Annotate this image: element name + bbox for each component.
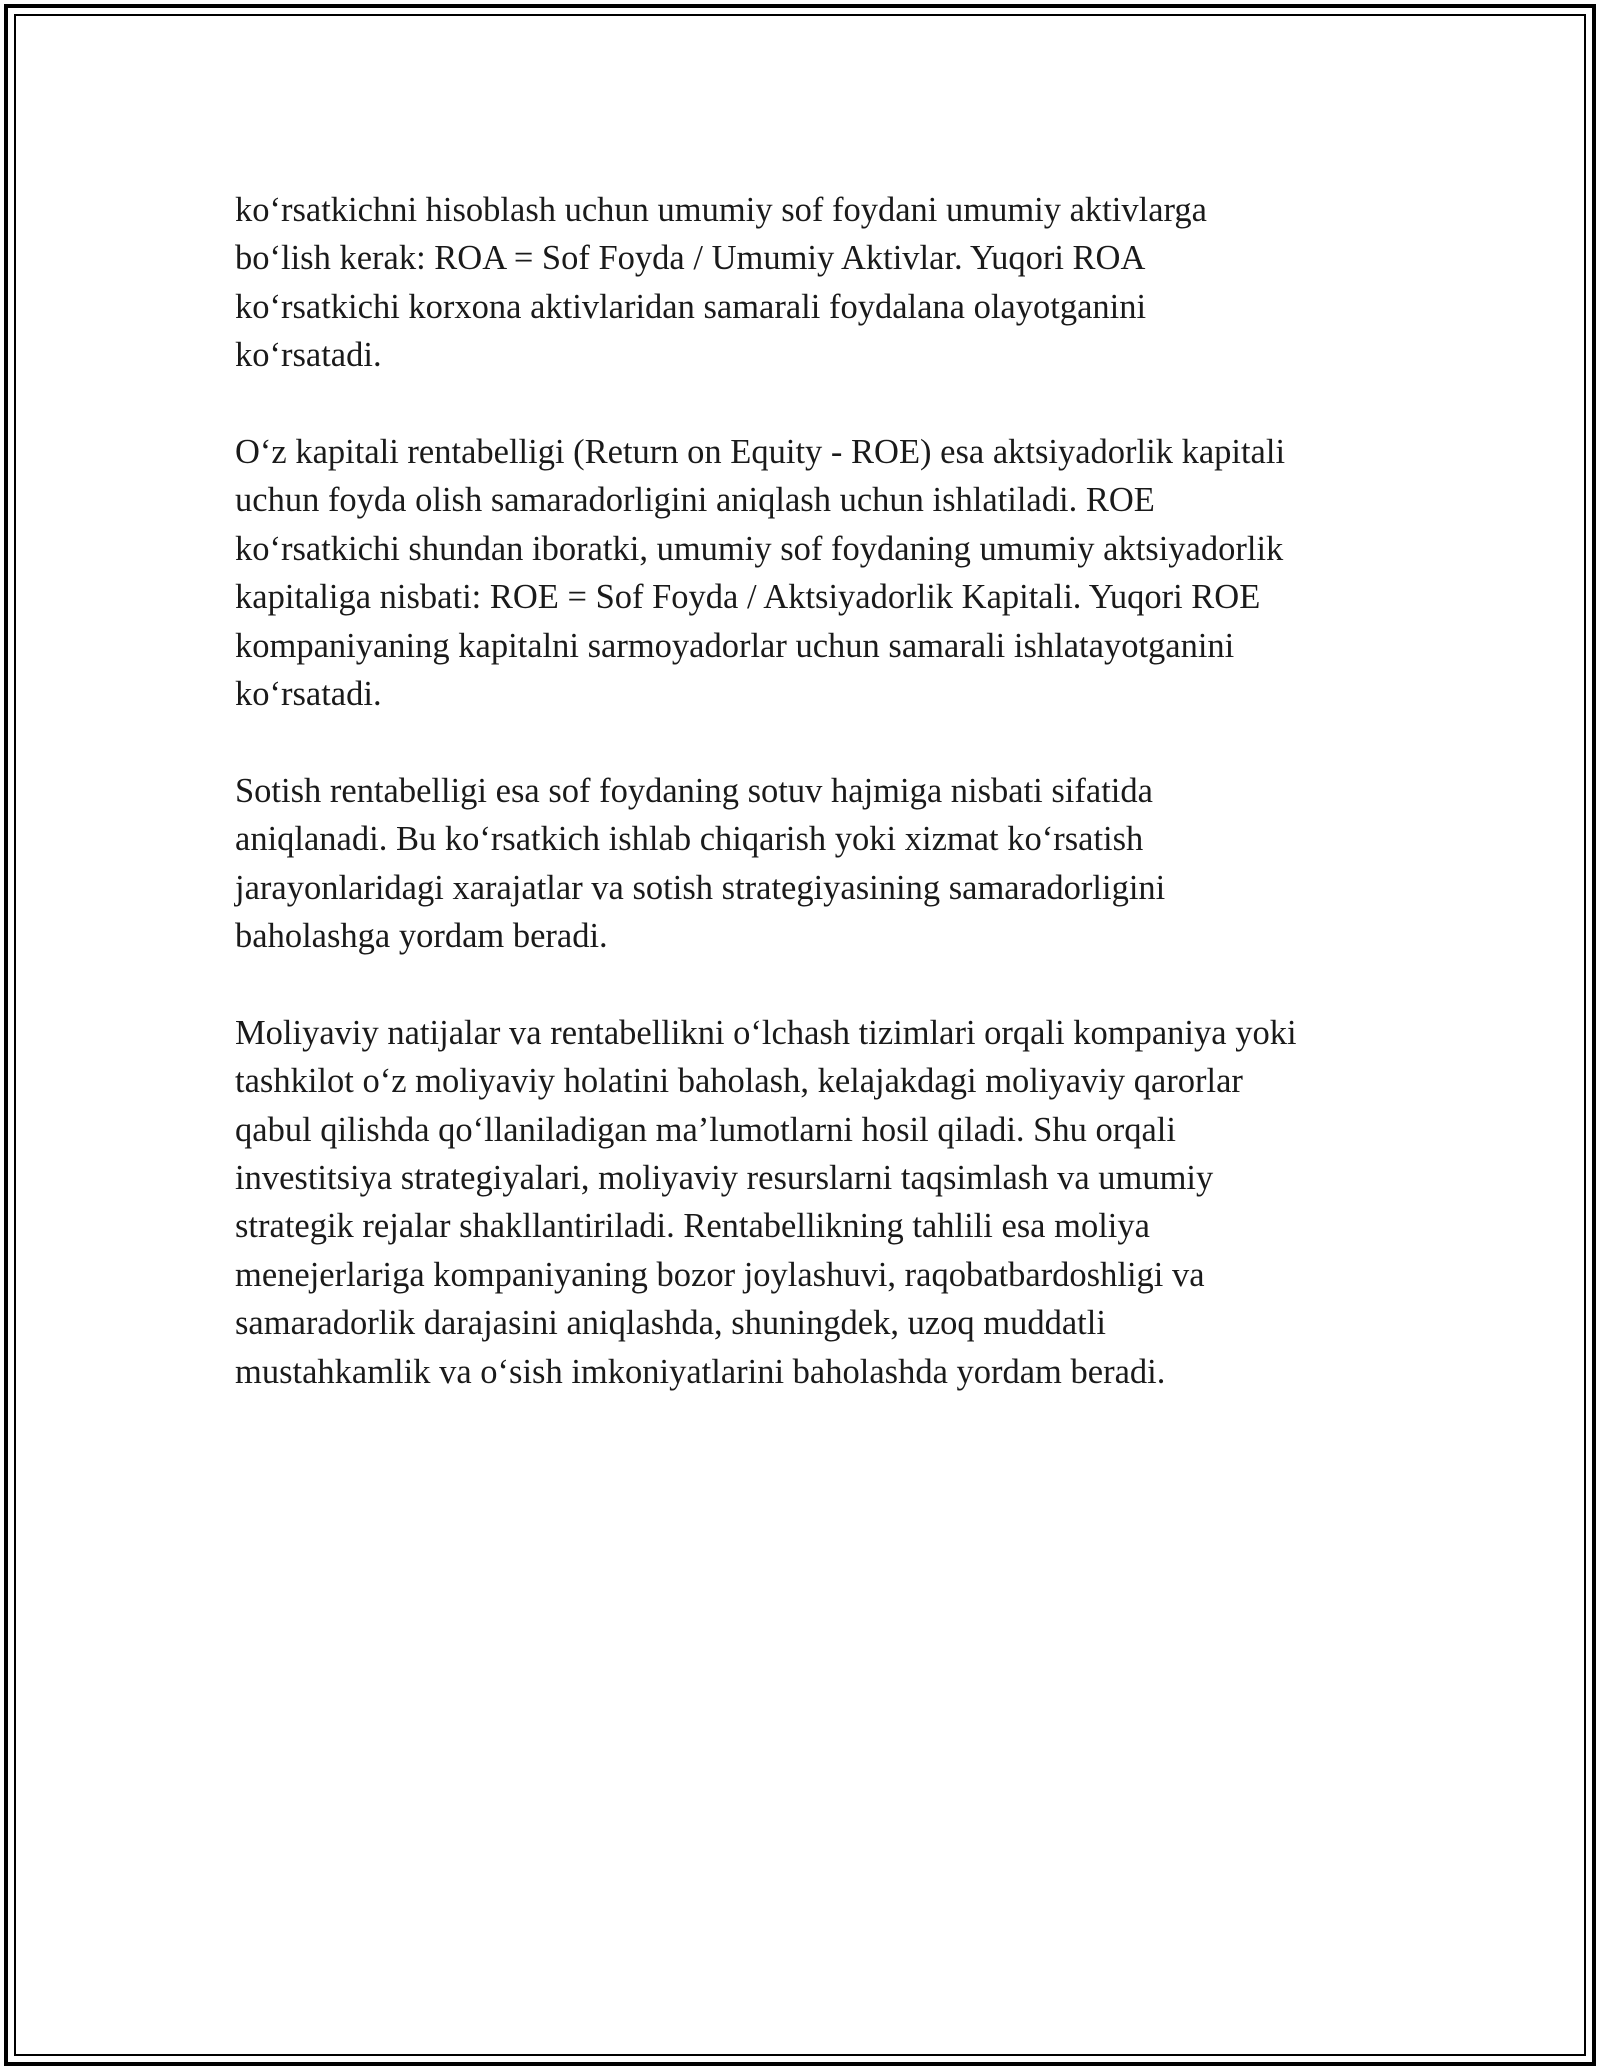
paragraph-financial-results: Moliyaviy natijalar va rentabellikni o‘lchash tizimlari orqali kompaniya yoki tashkilot o‘z moliyaviy holatini baholash, kelajakdagi moliyaviy qarorlar qabul qilishda qo‘llaniladigan ma’lumotlarni hosil qiladi. Shu orqali investitsiya strategiyalari, moliyaviy resurslarni taqsimlash va umumiy strategik rejalar shakllantiriladi. Rentabellikning tahlili esa moliya menejerlariga kompaniyaning bozor joylashuvi, raqobatbardoshligi va samaradorlik darajasini aniqlashda, shuningdek, uzoq muddatli mustahkamlik va o‘sish imkoniyatlarini baholashda yordam beradi. (235, 1013, 1297, 1391)
paragraph-roa: ko‘rsatkichni hisoblash uchun umumiy sof foydani umumiy aktivlarga bo‘lish kerak: ROA = Sof Foyda / Umumiy Aktivlar. Yuqori ROA ko‘rsatkichi korxona aktivlaridan samarali foydalana olayotganini ko‘rsatadi. (235, 191, 1207, 375)
document-body (235, 186, 1395, 1445)
paragraph-roe: O‘z kapitali rentabelligi (Return on Equity - ROE) esa aktsiyadorlik kapitali uchun foyda olish samaradorligini aniqlash uchun ishlatiladi. ROE ko‘rsatkichi shundan iboratki, umumiy sof foydaning umumiy aktsiyadorlik kapitaliga nisbati: ROE = Sof Foyda / Aktsiyadorlik Kapitali. Yuqori ROE kompaniyaning kapitalni sarmoyadorlar uchun samarali ishlatayotganini ko‘rsatadi. (235, 433, 1286, 714)
paragraph-sales-profitability: Sotish rentabelligi esa sof foydaning sotuv hajmiga nisbati sifatida aniqlanadi. Bu ko‘rsatkich ishlab chiqarish yoki xizmat ko‘rsatish jarayonlaridagi xarajatlar va sotish strategiyasining samaradorligini baholashga yordam beradi. (235, 771, 1166, 956)
